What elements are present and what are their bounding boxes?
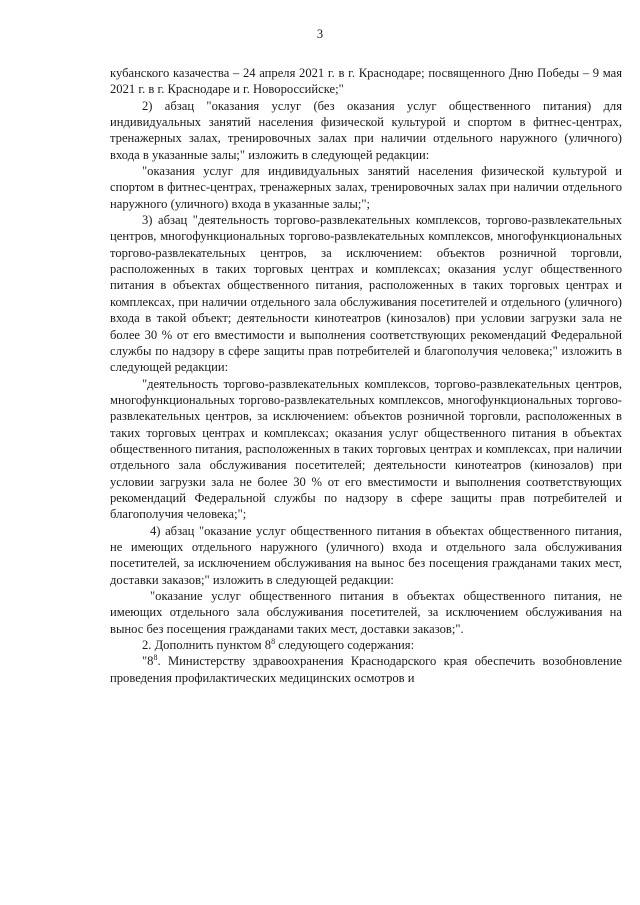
- paragraph-quote-4: "оказание услуг общественного питания в объектах общественного питания, не имеющих отдельного зала обслуживания посетителей, за исключением обслуживания на вынос без посещения гражданами таких мест, доставки заказов;".: [110, 589, 622, 636]
- paragraph-point-8-8: [110, 653, 622, 686]
- paragraph-item-4: 4) абзац "оказание услуг общественного питания в объектах общественного питания, не имеющих отдельного наружного (уличного) входа и отдельного зала обслуживания посетителей, за исключением обслуживания на вынос без посещения гражданами таких мест, доставки заказов;" изложить в следующей редакции:: [110, 523, 622, 587]
- point-2-superscript: 8: [271, 637, 276, 647]
- paragraph-quote-2: "оказания услуг для индивидуальных занятий населения физической культурой и спортом в фитнес-центрах, тренажерных залах, тренировочных залах при наличии отдельного наружного (уличного) входа в указанные залы;";: [110, 164, 622, 211]
- document-body: [110, 65, 622, 686]
- point-2-text: 2. Дополнить пунктом 8: [142, 638, 272, 653]
- paragraph-point-2: [110, 637, 622, 653]
- point-2-text-end: следующего содержания:: [275, 638, 415, 653]
- page-number: 3: [316, 27, 324, 41]
- paragraph-item-3: 3) абзац "деятельность торгово-развлекательных комплексов, торгово-развлекательных центров, многофункциональных торгово-развлекательных комплексов, многофункциональных торгово-развлекательных центров, за исключением: объектов розничной торговли, расположенных в таких торговых центрах и комплексах; оказания услуг общественного питания в объектах общественного питания, расположенных в таких торговых центрах и комплексах, при наличии отдельного зала обслуживания посетителей и отдельного (уличного) входа в такой объект; деятельности кинотеатров (кинозалов) при условии загрузки зала не более 30 % от его вместимости и выполнения соответствующих рекомендаций Федеральной службы по надзору в сфере защиты прав потребителей и благополучия человека;" изложить в следующей редакции:: [110, 213, 622, 375]
- paragraph-continuation: кубанского казачества – 24 апреля 2021 г. в г. Краснодаре; посвященного Дню Победы – 9 мая 2021 г. в г. Краснодаре и г. Новороссийске;": [110, 66, 622, 97]
- point-8-8-superscript: 8: [153, 653, 158, 663]
- paragraph-quote-3: "деятельность торгово-развлекательных комплексов, торгово-развлекательных центров, многофункциональных торгово-развлекательных комплексов, многофункциональных торгово-развлекательных центров, за исключением: объектов розничной торговли, расположенных в таких торговых центрах и комплексах; оказания услуг общественного питания в объектах общественного питания, расположенных в таких торговых центрах и комплексах, при наличии отдельного зала обслуживания посетителей; деятельности кинотеатров (кинозалов) при условии загрузки зала не более 30 % от его вместимости и выполнения соответствующих рекомендаций Федеральной службы по надзору в сфере защиты прав потребителей и благополучия человека;";: [110, 376, 622, 522]
- point-8-8-text: "8: [142, 654, 154, 669]
- point-8-8-text-end: . Министерству здравоохранения Краснодарского края обеспечить возобновление проведения профилактических медицинских осмотров и: [110, 654, 622, 685]
- paragraph-item-2: 2) абзац "оказания услуг (без оказания услуг общественного питания) для индивидуальных занятий населения физической культурой и спортом в фитнес-центрах, тренажерных залах, тренировочных залах при наличии отдельного наружного (уличного) входа в указанные залы;" изложить в следующей редакции:: [110, 98, 622, 162]
